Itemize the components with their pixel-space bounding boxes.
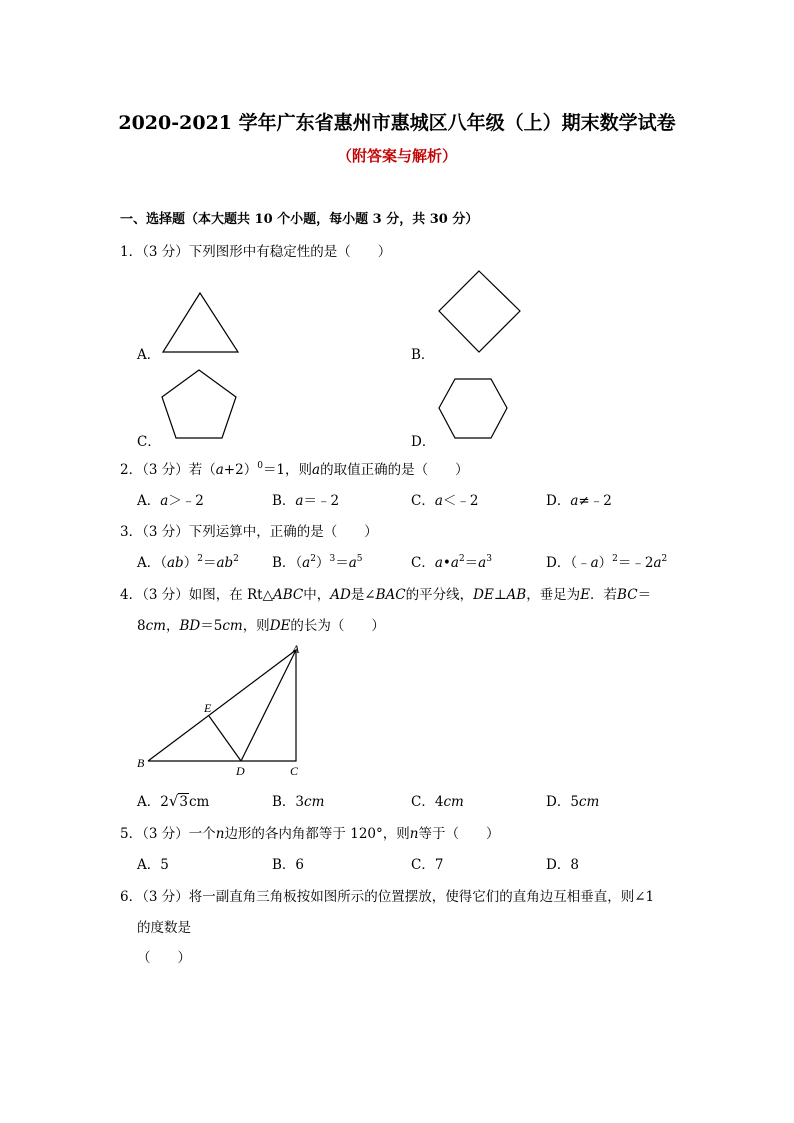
q4-option-d: D．5cm	[546, 794, 600, 810]
label-b: B	[137, 756, 145, 770]
question-6-stem-line1: 6．（3 分）将一副直角三角板按如图所示的位置摆放，使得它们的直角边互相垂直，则∠1	[120, 889, 655, 905]
label-d: D	[236, 764, 245, 778]
q5-option-a: A．5	[137, 857, 169, 873]
question-1-stem: 1．（3 分）下列图形中有稳定性的是（ ）	[120, 244, 392, 260]
question-6-stem-line2: 的度数是	[137, 920, 191, 936]
label-e: E	[204, 701, 212, 715]
q1-option-a-label: A．	[137, 347, 161, 363]
section-heading: 一、选择题（本大题共 10 个小题，每小题 3 分，共 30 分）	[120, 212, 479, 227]
question-4-stem-line1: 4．（3 分）如图，在 Rt△ABC中，AD是∠BAC的平分线，DE⊥AB，垂足为E．若BC＝	[120, 587, 652, 603]
q3-option-b: B．$(a^2)^3=a^5$	[272, 554, 363, 571]
page-subtitle: （附答案与解析）	[336, 147, 457, 165]
q2-option-b: B．a＝﹣2	[272, 493, 340, 509]
q2-option-d: D．a≠﹣2	[546, 493, 612, 509]
question-6-answer-paren: （ ）	[137, 950, 191, 966]
page-title: 2020-2021 学年广东省惠州市惠城区八年级（上）期末数学试卷	[118, 112, 676, 134]
label-c: C	[290, 764, 299, 778]
q2-option-a: A．a＞﹣2	[137, 493, 204, 509]
q5-option-d: D．8	[546, 857, 579, 873]
triangle-figure	[160, 290, 242, 356]
pentagon-figure	[160, 368, 240, 442]
q1-option-b-label: B．	[411, 347, 435, 363]
q2-option-c: C．a＜﹣2	[411, 493, 479, 509]
q4-option-b: B．3cm	[272, 794, 325, 810]
q1-option-c-label: C．	[137, 434, 161, 450]
right-triangle-figure	[130, 640, 320, 785]
q4-option-a: A．2√3cm	[137, 792, 210, 810]
q3-option-c: C．$a•a^2=a^3$	[411, 554, 492, 571]
q5-option-b: B．6	[272, 857, 305, 873]
question-5-stem: 5．（3 分）一个n边形的各内角都等于 120°，则n等于（ ）	[120, 826, 500, 842]
q1-option-d-label: D．	[411, 434, 436, 450]
q3-option-a: A．$(ab)^2=ab^2$	[137, 554, 239, 571]
q3-option-d: D．$(﹣a)^2=﹣2a^2$	[546, 554, 668, 571]
label-a: A	[292, 642, 300, 656]
q5-option-c: C．7	[411, 857, 444, 873]
question-3-stem: 3．（3 分）下列运算中，正确的是（ ）	[120, 524, 378, 540]
question-4-stem-line2: 8cm，BD＝5cm，则DE的长为（ ）	[137, 618, 385, 634]
q4-option-c: C．4cm	[411, 794, 464, 810]
square-figure	[436, 268, 524, 356]
hexagon-figure	[436, 376, 510, 442]
question-2-stem: 2．（3 分）若$(a+2)^0=1$，则a的取值正确的是（ ）	[120, 461, 469, 478]
